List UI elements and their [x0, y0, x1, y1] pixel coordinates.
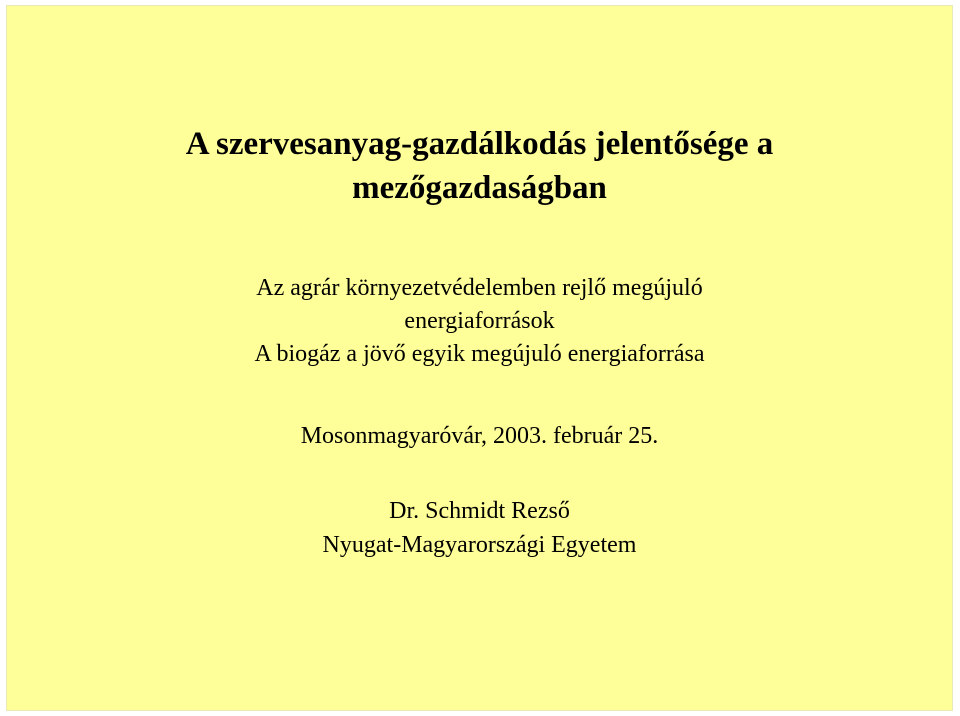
author-block	[7, 494, 952, 562]
title-line-2: mezőgazdaságban	[352, 170, 607, 206]
subtitle-line-3: A biogáz a jövő egyik megújuló energiaforrása	[254, 341, 705, 367]
presentation-slide	[6, 5, 953, 711]
author-institution: Nyugat-Magyarországi Egyetem	[322, 532, 637, 558]
subtitle-line-1: Az agrár környezetvédelemben rejlő megújuló	[256, 275, 703, 301]
subtitle-line-2: energiaforrások	[404, 308, 555, 334]
author-name: Dr. Schmidt Rezső	[389, 498, 570, 524]
slide-subtitle	[7, 272, 952, 371]
title-line-1: A szervesanyag-gazdálkodás jelentősége a	[185, 126, 774, 162]
slide-title	[7, 122, 952, 210]
place-and-date: Mosonmagyaróvár, 2003. február 25.	[300, 423, 659, 449]
